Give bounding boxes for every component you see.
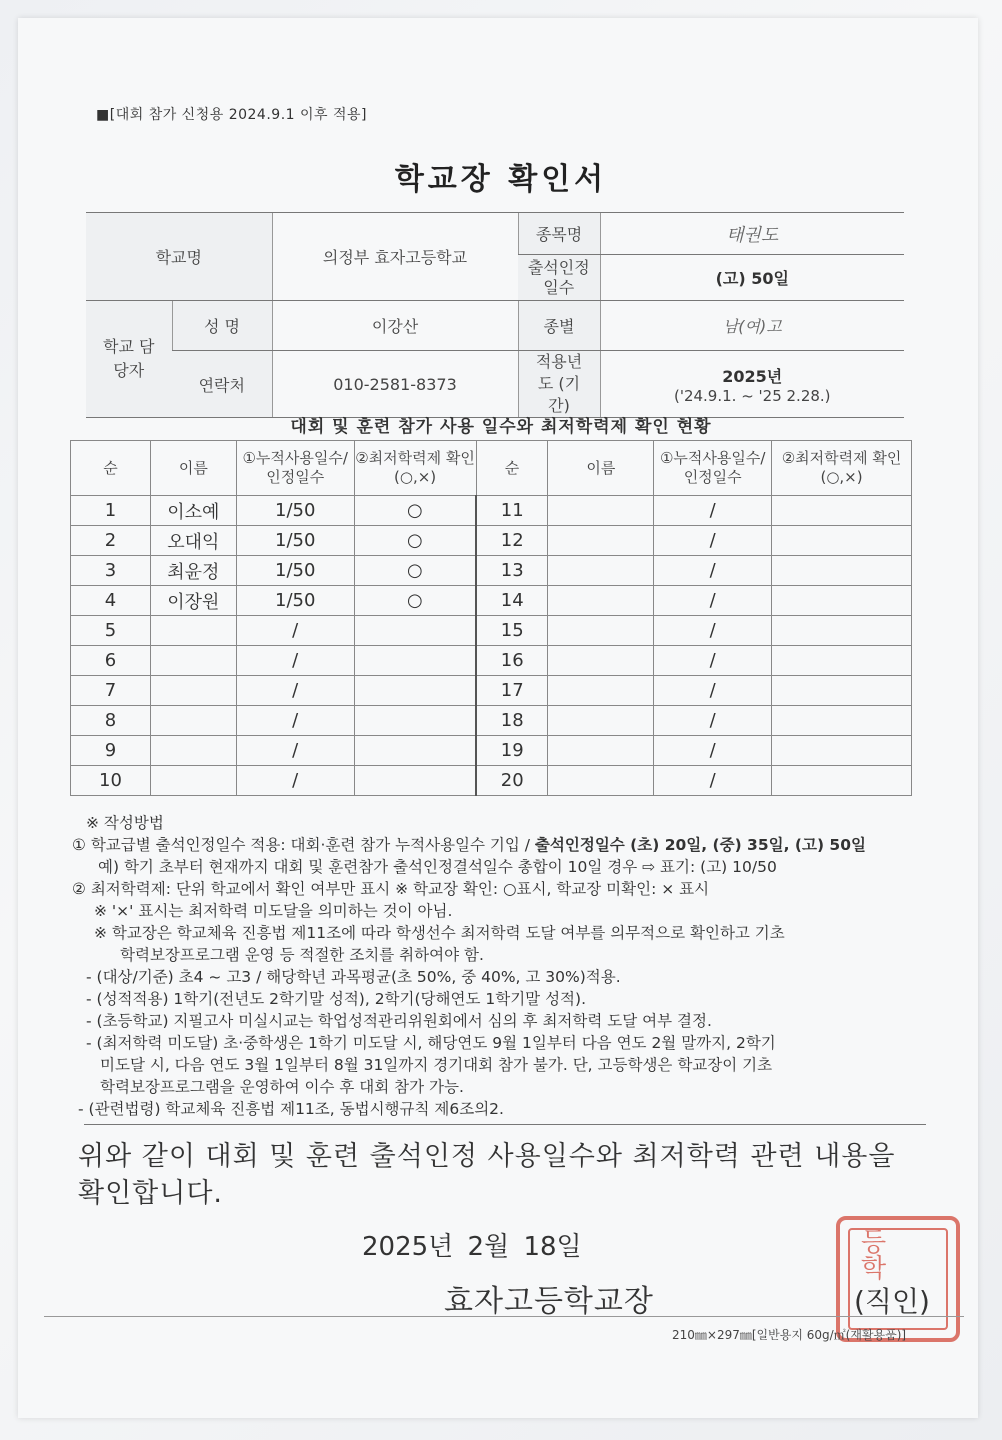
usage-days: / <box>236 676 354 706</box>
row-number: 11 <box>476 496 548 526</box>
year-value: 2025년 <box>722 366 783 386</box>
table-row <box>71 526 912 556</box>
col-header-academic: ②최저학력제 확인(○,×) <box>772 441 912 496</box>
note-1-example: 예) 학기 초부터 현재까지 대회 및 훈련참가 출석인정결석일수 총합이 10일 경우 ⇨ 표기: (고) 10/50 <box>98 858 777 876</box>
divider <box>84 1124 926 1125</box>
academic-check <box>354 646 476 676</box>
student-name: 오대익 <box>150 526 236 556</box>
sport-value: 태권도 <box>600 213 904 255</box>
academic-check: ○ <box>354 586 476 616</box>
usage-days: 1/50 <box>236 526 354 556</box>
table-row <box>71 586 912 616</box>
contact-label: 연락처 <box>172 351 272 418</box>
notes-heading: ※ 작성방법 <box>86 814 164 832</box>
document-title: 학교장 확인서 <box>394 162 608 197</box>
col-header-no: 순 <box>71 441 151 496</box>
confirm-line-2: 확인합니다. <box>78 1178 223 1209</box>
table-row <box>71 676 912 706</box>
academic-check: ○ <box>354 556 476 586</box>
row-number: 15 <box>476 616 548 646</box>
academic-check <box>354 616 476 646</box>
table-row <box>71 766 912 796</box>
usage-days: / <box>654 736 772 766</box>
usage-days: / <box>236 646 354 676</box>
usage-days: 1/50 <box>236 556 354 586</box>
academic-check <box>772 766 912 796</box>
school-name-value: 의정부 효자고등학교 <box>272 213 518 301</box>
row-number: 12 <box>476 526 548 556</box>
school-name-label: 학교명 <box>86 213 272 301</box>
row-number: 20 <box>476 766 548 796</box>
attendance-value: (고) 50일 <box>600 255 904 301</box>
form-usage-note: ■[대회 참가 신청용 2024.9.1 이후 적용] <box>96 107 368 123</box>
student-name <box>150 736 236 766</box>
academic-check <box>354 736 476 766</box>
row-number: 5 <box>71 616 151 646</box>
usage-days: / <box>236 766 354 796</box>
note-3: ※ '×' 표시는 최저학력 미도달을 의미하는 것이 아님. <box>94 902 453 920</box>
academic-check <box>772 736 912 766</box>
usage-days: 1/50 <box>236 586 354 616</box>
col-header-usage: ①누적사용일수/인정일수 <box>654 441 772 496</box>
roster-table <box>70 440 912 796</box>
col-header-usage: ①누적사용일수/인정일수 <box>236 441 354 496</box>
gender-label: 종별 <box>518 301 600 351</box>
student-name: 이장원 <box>150 586 236 616</box>
note-1-text: ① 학교급별 출석인정일수 적용: 대회·훈련 참가 누적사용일수 기입 / <box>72 836 535 854</box>
note-6: - (성적적용) 1학기(전년도 2학기말 성적), 2학기(당해연도 1학기말 성적). <box>86 990 586 1008</box>
col-header-name: 이름 <box>150 441 236 496</box>
academic-check <box>772 586 912 616</box>
manager-name: 이강산 <box>272 301 518 351</box>
row-number: 14 <box>476 586 548 616</box>
student-name <box>150 676 236 706</box>
confirm-line-1: 위와 같이 대회 및 훈련 출석인정 사용일수와 최저학력 관련 내용을 <box>78 1141 896 1172</box>
student-name <box>548 676 654 706</box>
academic-check <box>354 676 476 706</box>
academic-check <box>772 676 912 706</box>
year-label: 적용년도 (기간) <box>518 351 600 418</box>
attendance-label: 출석인정 일수 <box>518 255 600 301</box>
note-1 <box>72 834 922 856</box>
note-4a: ※ 학교장은 학교체육 진흥법 제11조에 따라 학생선수 최저학력 도달 여부를 의무적으로 확인하고 기초 <box>94 924 785 942</box>
manager-label: 학교 담당자 <box>86 301 172 418</box>
row-number: 18 <box>476 706 548 736</box>
issue-date: 2025년 2월 18일 <box>362 1232 582 1262</box>
roster-body <box>71 496 912 796</box>
row-number: 19 <box>476 736 548 766</box>
col-header-name: 이름 <box>548 441 654 496</box>
row-number: 16 <box>476 646 548 676</box>
note-8b: 미도달 시, 다음 연도 3월 1일부터 8월 31일까지 경기대회 참가 불가. 단, 고등학생은 학교장이 기초 <box>100 1056 773 1074</box>
academic-check: ○ <box>354 496 476 526</box>
note-1-bold: 출석인정일수 (초) 20일, (중) 35일, (고) 50일 <box>534 836 866 854</box>
table-row <box>71 646 912 676</box>
note-2: ② 최저학력제: 단위 학교에서 확인 여부만 표시 ※ 학교장 확인: ○표시, 학교장 미확인: × 표시 <box>72 880 710 898</box>
row-number: 17 <box>476 676 548 706</box>
academic-check <box>772 526 912 556</box>
row-number: 13 <box>476 556 548 586</box>
seal-text: 등학 <box>856 1228 886 1280</box>
period-value: ('24.9.1. ~ '25 2.28.) <box>673 386 831 405</box>
row-number: 1 <box>71 496 151 526</box>
row-number: 2 <box>71 526 151 556</box>
usage-days: / <box>654 766 772 796</box>
usage-days: / <box>654 706 772 736</box>
usage-days: / <box>236 616 354 646</box>
student-name <box>548 646 654 676</box>
col-header-no: 순 <box>476 441 548 496</box>
confirmation-statement <box>78 1138 938 1212</box>
row-number: 3 <box>71 556 151 586</box>
table-row <box>71 706 912 736</box>
student-name <box>150 646 236 676</box>
gender-value: 남(여)고 <box>600 301 904 351</box>
seal-label: (직인) <box>854 1285 930 1318</box>
student-name <box>548 706 654 736</box>
usage-days: / <box>654 586 772 616</box>
table-row <box>71 736 912 766</box>
paper-spec-footer: 210㎜×297㎜[일반용지 60g/㎡(재활용품)] <box>672 1328 907 1342</box>
academic-check <box>772 556 912 586</box>
student-name <box>548 556 654 586</box>
student-name <box>150 706 236 736</box>
table-row <box>71 616 912 646</box>
row-number: 9 <box>71 736 151 766</box>
usage-days: / <box>236 706 354 736</box>
academic-check <box>354 766 476 796</box>
usage-days: / <box>654 526 772 556</box>
student-name <box>548 496 654 526</box>
section-title: 대회 및 훈련 참가 사용 일수와 최저학력제 확인 현황 <box>290 417 712 437</box>
usage-days: 1/50 <box>236 496 354 526</box>
usage-days: / <box>236 736 354 766</box>
student-name: 이소예 <box>150 496 236 526</box>
student-name <box>150 616 236 646</box>
student-name <box>548 526 654 556</box>
usage-days: / <box>654 616 772 646</box>
sport-label: 종목명 <box>518 213 600 255</box>
table-row <box>71 556 912 586</box>
name-label: 성 명 <box>172 301 272 351</box>
academic-check <box>772 496 912 526</box>
note-4b: 학력보장프로그램 운영 등 적절한 조치를 취하여야 함. <box>120 946 484 964</box>
col-header-academic: ②최저학력제 확인(○,×) <box>354 441 476 496</box>
row-number: 6 <box>71 646 151 676</box>
note-5: - (대상/기준) 초4 ~ 고3 / 해당학년 과목평균(초 50%, 중 40%, 고 30%)적용. <box>86 968 621 986</box>
student-name <box>548 616 654 646</box>
row-number: 8 <box>71 706 151 736</box>
instructions <box>72 812 922 1120</box>
year-cell <box>600 351 904 418</box>
table-row <box>71 496 912 526</box>
academic-check <box>772 616 912 646</box>
academic-check: ○ <box>354 526 476 556</box>
student-name <box>548 736 654 766</box>
usage-days: / <box>654 556 772 586</box>
principal-signature-line: 효자고등학교장 <box>444 1284 654 1319</box>
row-number: 4 <box>71 586 151 616</box>
student-name <box>548 766 654 796</box>
usage-days: / <box>654 676 772 706</box>
student-name: 최윤정 <box>150 556 236 586</box>
note-9: - (관련법령) 학교체육 진흥법 제11조, 동법시행규칙 제6조의2. <box>78 1100 504 1118</box>
academic-check <box>354 706 476 736</box>
note-8c: 학력보장프로그램을 운영하여 이수 후 대회 참가 가능. <box>100 1078 464 1096</box>
note-7: - (초등학교) 지필고사 미실시교는 학업성적관리위원회에서 심의 후 최저학력 도달 여부 결정. <box>86 1012 712 1030</box>
bottom-rule <box>44 1316 964 1317</box>
student-name <box>548 586 654 616</box>
contact-value: 010-2581-8373 <box>272 351 518 418</box>
note-8a: - (최저학력 미도달) 초·중학생은 1학기 미도달 시, 해당연도 9월 1일부터 다음 연도 2월 말까지, 2학기 <box>86 1034 776 1052</box>
student-name <box>150 766 236 796</box>
info-table <box>86 212 904 418</box>
row-number: 10 <box>71 766 151 796</box>
usage-days: / <box>654 496 772 526</box>
official-seal-stamp <box>836 1216 960 1342</box>
usage-days: / <box>654 646 772 676</box>
academic-check <box>772 706 912 736</box>
academic-check <box>772 646 912 676</box>
row-number: 7 <box>71 676 151 706</box>
